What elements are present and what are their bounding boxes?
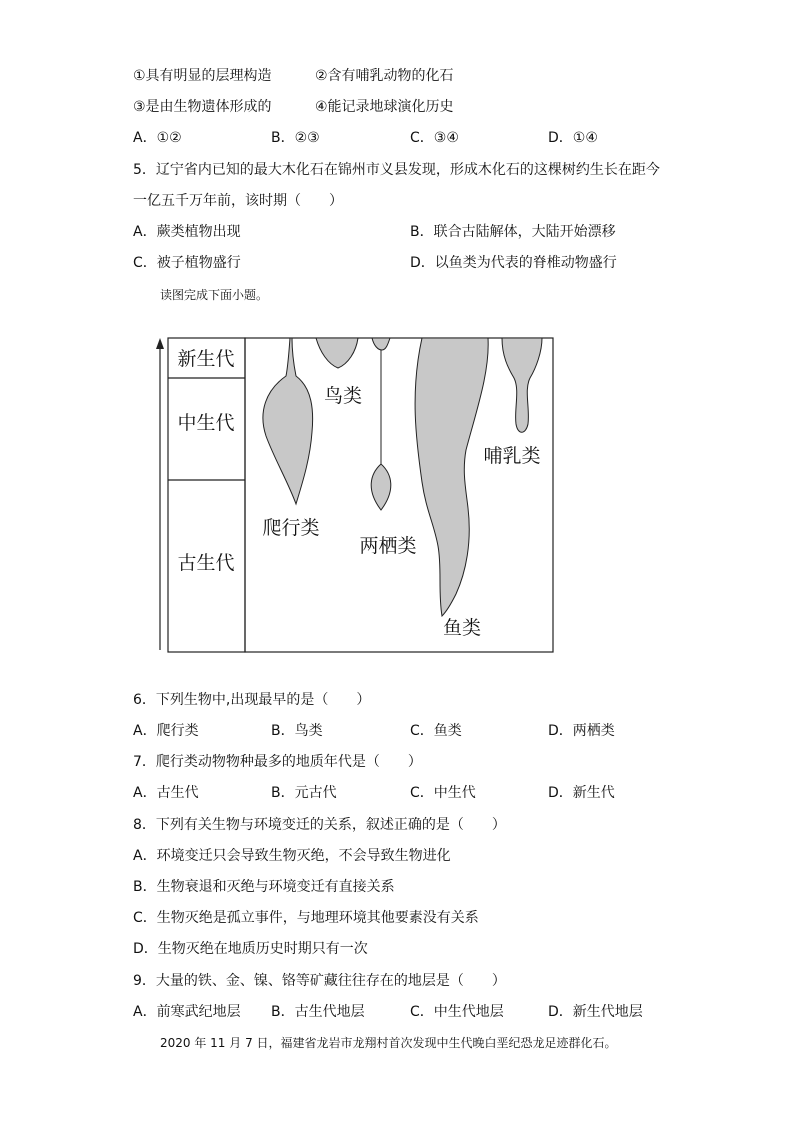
q5-option-a: A．蕨类植物出现 bbox=[133, 224, 241, 240]
q5-stem-line1: 5．辽宁省内已知的最大木化石在锦州市义县发现，形成木化石的这棵树约生长在距今 bbox=[133, 162, 660, 178]
amphibians-shape bbox=[371, 464, 391, 510]
era-cenozoic: 新生代 bbox=[177, 348, 235, 370]
q9-option-c: C．中生代地层 bbox=[410, 1004, 504, 1020]
q7-option-b: B．元古代 bbox=[271, 785, 337, 801]
reptiles-shape bbox=[263, 338, 313, 504]
q8-option-d: D．生物灭绝在地质历史时期只有一次 bbox=[133, 941, 368, 957]
q6-option-b: B．鸟类 bbox=[271, 723, 323, 739]
q7-option-a: A．古生代 bbox=[133, 785, 199, 801]
footer-passage: 2020 年 11 月 7 日，福建省龙岩市龙翔村首次发现中生代晚白垩纪恐龙足迹群化石。 bbox=[160, 1036, 617, 1050]
q4-item-1: ①具有明显的层理构造 bbox=[133, 68, 272, 84]
q8-stem: 8．下列有关生物与环境变迁的关系，叙述正确的是（ ） bbox=[133, 817, 506, 833]
q8-option-b: B．生物衰退和灭绝与环境变迁有直接关系 bbox=[133, 879, 395, 895]
q8-option-c: C．生物灭绝是孤立事件，与地理环境其他要素没有关系 bbox=[133, 910, 479, 926]
q8-option-a: A．环境变迁只会导致生物灭绝，不会导致生物进化 bbox=[133, 848, 451, 864]
figure-instruction: 读图完成下面小题。 bbox=[160, 288, 269, 302]
q5-option-d: D．以鱼类为代表的脊椎动物盛行 bbox=[410, 255, 617, 271]
mammals-shape bbox=[502, 338, 542, 432]
time-arrow-head bbox=[156, 338, 164, 349]
era-column bbox=[168, 338, 245, 652]
q4-item-2: ②含有哺乳动物的化石 bbox=[315, 68, 454, 84]
q7-option-c: C．中生代 bbox=[410, 785, 476, 801]
label-amphibians: 两栖类 bbox=[359, 535, 417, 557]
q9-stem: 9．大量的铁、金、镍、铬等矿藏往往存在的地层是（ ） bbox=[133, 973, 506, 989]
q7-stem: 7．爬行类动物物种最多的地质年代是（ ） bbox=[133, 754, 422, 770]
label-fish: 鱼类 bbox=[442, 617, 482, 639]
q6-option-d: D．两栖类 bbox=[548, 723, 615, 739]
label-birds: 鸟类 bbox=[323, 385, 363, 407]
q7-option-d: D．新生代 bbox=[548, 785, 615, 801]
q5-option-c: C．被子植物盛行 bbox=[133, 255, 241, 271]
q4-item-4: ④能记录地球演化历史 bbox=[315, 99, 454, 115]
q9-option-d: D．新生代地层 bbox=[548, 1004, 643, 1020]
q4-option-d: D．①④ bbox=[548, 130, 598, 146]
q9-option-b: B．古生代地层 bbox=[271, 1004, 365, 1020]
birds-small-shape bbox=[372, 338, 390, 350]
q6-stem: 6．下列生物中,出现最早的是（ ） bbox=[133, 692, 371, 708]
q6-option-a: A．爬行类 bbox=[133, 723, 199, 739]
q6-option-c: C．鱼类 bbox=[410, 723, 462, 739]
era-mesozoic: 中生代 bbox=[177, 412, 235, 434]
q4-option-c: C．③④ bbox=[410, 130, 459, 146]
label-reptiles: 爬行类 bbox=[262, 517, 320, 539]
q9-option-a: A．前寒武纪地层 bbox=[133, 1004, 241, 1020]
evolution-figure bbox=[150, 332, 570, 662]
era-paleozoic: 古生代 bbox=[177, 552, 235, 574]
q4-option-b: B．②③ bbox=[271, 130, 320, 146]
birds-shape bbox=[316, 338, 358, 368]
q5-option-b: B．联合古陆解体，大陆开始漂移 bbox=[410, 224, 616, 240]
q4-option-a: A．①② bbox=[133, 130, 182, 146]
fish-shape bbox=[415, 338, 488, 616]
label-mammals: 哺乳类 bbox=[483, 445, 541, 467]
q4-item-3: ③是由生物遗体形成的 bbox=[133, 99, 272, 115]
q5-stem-line2: 一亿五千万年前，该时期（ ） bbox=[133, 193, 343, 209]
